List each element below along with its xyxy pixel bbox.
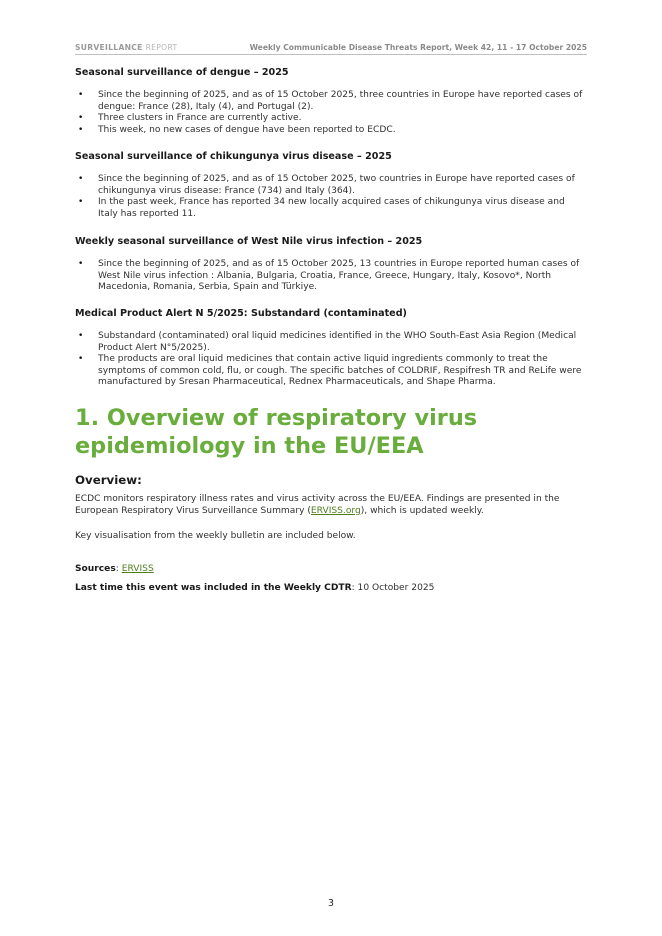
overview-subtitle: Overview: (75, 473, 142, 487)
erviss-org-link[interactable]: ERVISS.org (310, 505, 361, 516)
alert-heading: Medical Product Alert N 5/2025: Substandard (contaminated) (75, 308, 407, 319)
sources-line: Sources: ERVISS (75, 564, 154, 574)
westnile-heading: Weekly seasonal surveillance of West Nile virus infection – 2025 (75, 236, 423, 247)
overview-paragraph: ECDC monitors respiratory illness rates and virus activity across the EU/EEA. Findings are presented in the European Respiratory Virus Surveillance Summary (ERVISS.org), which is updated weekly. (75, 494, 560, 516)
page-header (75, 42, 587, 55)
list-item: • Since the beginning of 2025, and as of 15 October 2025, two countries in Europe have reported cases of chikungunya virus disease: France (734) and Italy (364). (75, 174, 587, 197)
list-item: • Substandard (contaminated) oral liquid medicines identified in the WHO South-East Asia Region (Medical Product Alert N°5/2025). (75, 331, 587, 354)
list-item: • The products are oral liquid medicines that contain active liquid ingredients commonly to treat the symptoms of common cold, flu, or cough. The specific batches of COLDRIF, Respifresh TR and ReLife were manufactured by Sresan Pharmaceutical, Rednex Pharmaceuticals, and Shape Pharma. (75, 354, 587, 389)
chikungunya-heading: Seasonal surveillance of chikungunya virus disease – 2025 (75, 151, 392, 162)
list-item: • Three clusters in France are currently active. (75, 113, 587, 125)
dengue-heading: Seasonal surveillance of dengue – 2025 (75, 67, 289, 78)
last-included-line: Last time this event was included in the Weekly CDTR: 10 October 2025 (75, 583, 435, 593)
alert-list (75, 331, 587, 389)
erviss-source-link[interactable]: ERVISS (121, 564, 154, 574)
list-item: • Since the beginning of 2025, and as of 15 October 2025, three countries in Europe have reported cases of dengue: France (28), Italy (4), and Portugal (2). (75, 90, 587, 113)
dengue-list (75, 90, 587, 136)
list-item: • This week, no new cases of dengue have been reported to ECDC. (75, 125, 587, 137)
section-title: 1. Overview of respiratory virus epidemiology in the EU/EEA (75, 405, 478, 459)
page-number: 3 (328, 898, 334, 909)
header-surveillance-label: SURVEILLANCE REPORT (75, 43, 178, 52)
list-item: • In the past week, France has reported 34 new locally acquired cases of chikungunya virus disease and Italy has reported 11. (75, 197, 587, 220)
westnile-list (75, 259, 587, 294)
list-item: • Since the beginning of 2025, and as of 15 October 2025, 13 countries in Europe reported human cases of West Nile virus infection : Albania, Bulgaria, Croatia, France, Greece, Hungary, Italy, Kosovo*, North Macedonia, Romania, Serbia, Spain and Türkiye. (75, 259, 587, 294)
header-report-title: Weekly Communicable Disease Threats Report, Week 42, 11 - 17 October 2025 (249, 43, 587, 52)
key-visualisation-paragraph: Key visualisation from the weekly bulletin are included below. (75, 531, 356, 541)
chikungunya-list (75, 174, 587, 220)
